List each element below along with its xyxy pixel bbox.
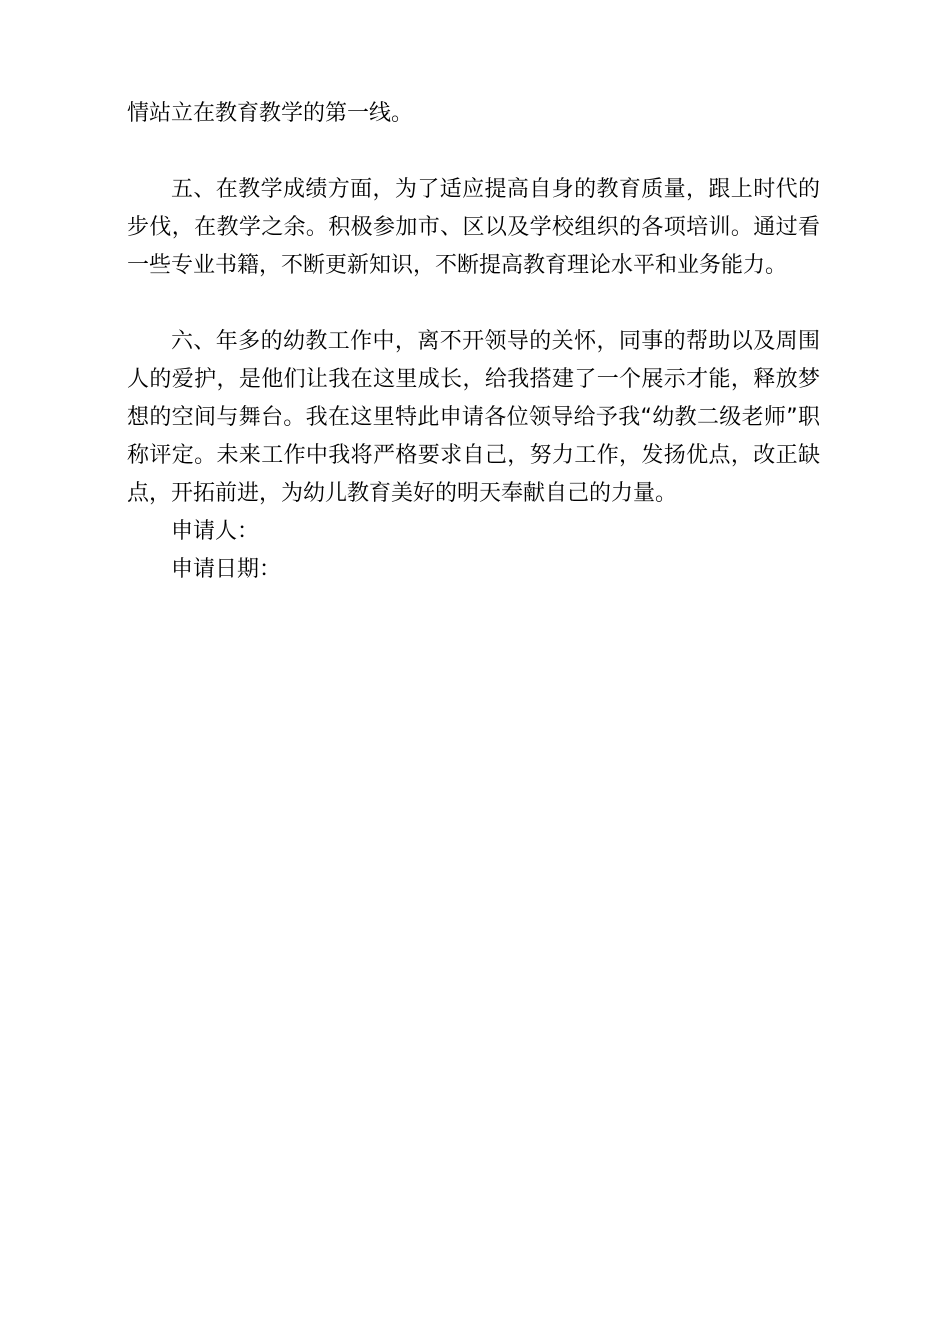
paragraph-continuation: 情站立在教育教学的第一线。 [127,101,414,126]
paragraph-six: 六、年多的幼教工作中，离不开领导的关怀，同事的帮助以及周围人的爱护，是他们让我在这里成长，给我搭建了一个展示才能，释放梦想的空间与舞台。我在这里特此申请各位领导给予我“幼教二级老师”职称评定。未来工作中我将严格要求自己，努力工作，发扬优点，改正缺点，开拓前进，为幼儿教育美好的明天奉献自己的力量。 [127,329,820,506]
applicant-label: 申请人： [171,519,260,544]
application-date-label: 申请日期： [171,557,282,582]
document-body [127,95,820,589]
paragraph-five: 五、在教学成绩方面，为了适应提高自身的教育质量，跟上时代的步伐，在教学之余。积极参加市、区以及学校组织的各项培训。通过看一些专业书籍，不断更新知识，不断提高教育理论水平和业务能力。 [127,177,820,278]
